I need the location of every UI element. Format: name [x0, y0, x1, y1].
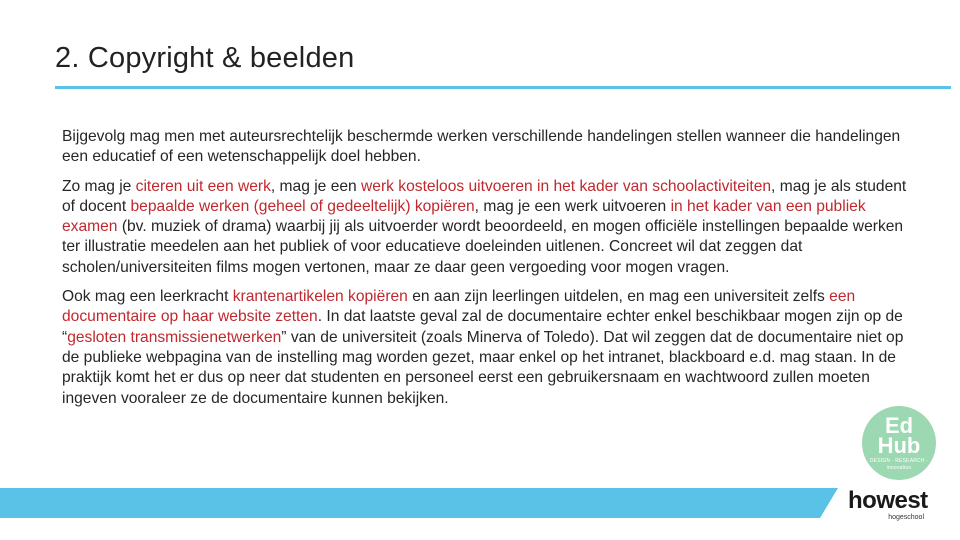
paragraph-3: [62, 287, 918, 409]
body-text: Ook mag een leerkracht: [62, 288, 233, 306]
highlighted-text: krantenartikelen kopiëren: [232, 288, 408, 306]
slide-title: 2. Copyright & beelden: [55, 42, 355, 74]
body-text: Zo mag je: [62, 177, 136, 195]
highlighted-text: citeren uit een werk: [135, 177, 271, 195]
body-text: Bijgevolg mag men met auteursrechtelijk beschermde werken verschillende handelingen stellen wanneer die handelingen een educatief of een wetenschappelijk doel hebben.: [62, 128, 901, 166]
highlighted-text: een documentaire op haar website zetten: [62, 288, 856, 326]
highlighted-text: in het kader van een publiek examen: [62, 197, 866, 236]
body-text: en aan zijn leerlingen uitdelen, en mag een universiteit zelfs: [407, 288, 830, 306]
howest-logo-word: howest: [848, 487, 928, 514]
paragraph-1: [62, 127, 918, 168]
body-text: , mag je een: [270, 177, 362, 195]
body-text: . In dat laatste geval zal de documentaire echter enkel beschikbaar mogen zijn op de “: [62, 308, 903, 346]
body-text: , mag je als student of docent: [62, 177, 907, 215]
edhub-logo: [862, 406, 936, 480]
edhub-logo-line1: Ed: [884, 413, 914, 438]
howest-logo: [848, 488, 938, 524]
slide-body: [62, 127, 918, 418]
body-text: ” van de universiteit (zoals Minerva of Toledo). Dat wil zeggen dat de documentaire niet op de publieke webpagina van de instelling mag worden gezet, maar enkel op het intranet, blackboard e.d. mag staan. In de praktijk komt het er dus op neer dat studenten en personeel eerst een gebruikersnaam en wachtwoord zullen moeten ingeven vooraleer ze de documentaire kunnen bekijken.: [62, 328, 904, 407]
edhub-logo-tagline: DESIGN · RESEARCH · innovation: [869, 458, 929, 471]
highlighted-text: gesloten transmissienetwerken: [67, 328, 282, 346]
howest-logo-sub: hogeschool: [888, 514, 924, 521]
edhub-logo-line2: Hub: [877, 433, 921, 458]
body-text: , mag je een werk uitvoeren: [474, 197, 671, 215]
body-text: (bv. muziek of drama) waarbij jij als uitvoerder wordt beoordeeld, en mogen officiële instellingen bepaalde werken ter illustratie meedelen aan het publiek of voor educatieve doeleinden uitlenen. Concreet wil dat zeggen dat scholen/universiteiten films mogen vertonen, maar ze daar geen vergoeding voor mogen vragen.: [62, 218, 904, 276]
title-underline: [55, 86, 951, 89]
highlighted-text: werk kosteloos uitvoeren in het kader van schoolactiviteiten: [361, 177, 772, 195]
footer-band: [0, 488, 960, 518]
highlighted-text: bepaalde werken (geheel of gedeeltelijk) kopiëren: [130, 197, 475, 215]
footer-blue-band: [0, 488, 838, 518]
paragraph-2: [62, 177, 918, 278]
